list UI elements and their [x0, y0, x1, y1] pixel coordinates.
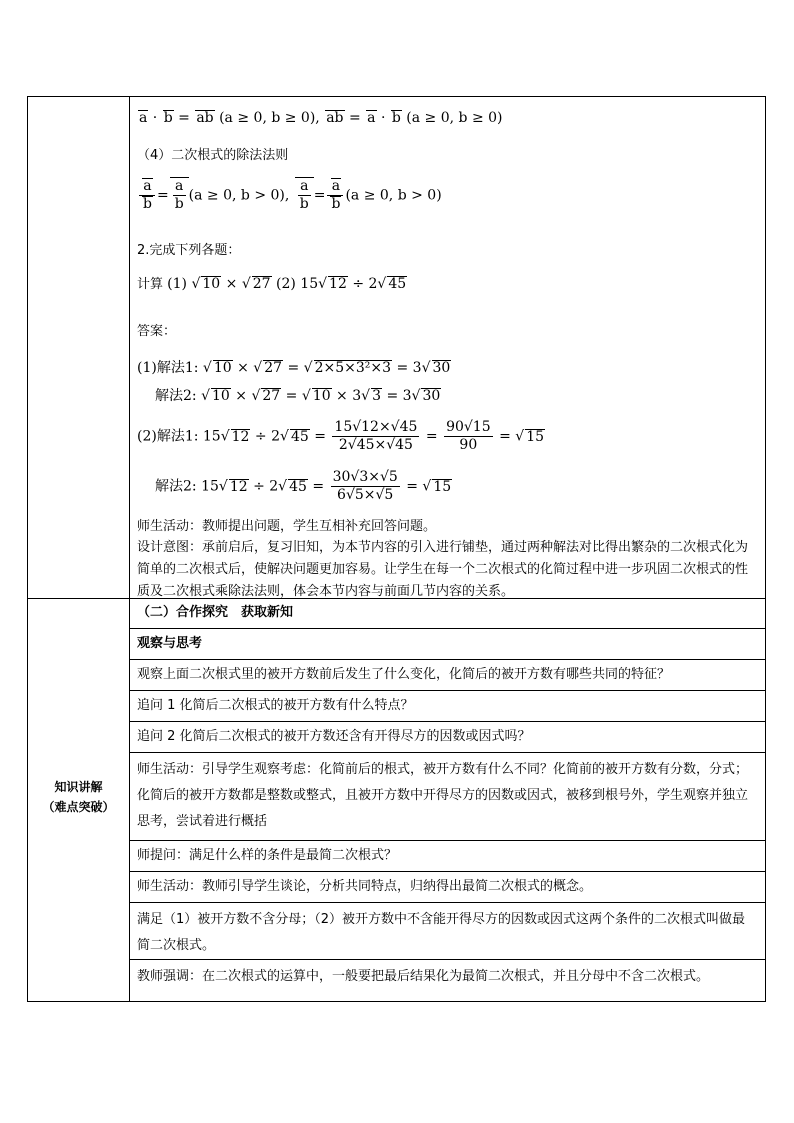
solution-1: (1)解法1: √ 10 × √ 27 = √ 2×5×3²×3 = 3√ 30	[137, 360, 451, 376]
question-1: 观察上面二次根式里的被开方数前后发生了什么变化，化简后的被开方数有哪些共同的特征？	[137, 667, 671, 682]
activity-2: 师生活动：教师引导学生谈论，分析共同特点，归纳得出最简二次根式的概念。	[137, 879, 593, 894]
question-3: 追问 2 化简后二次根式的被开方数还含有开得尽方的因数或因式吗？	[137, 729, 531, 744]
answer-label: 答案：	[137, 324, 177, 339]
teacher-question: 师提问：满足什么样的条件是最简二次根式？	[137, 848, 398, 863]
division-rule-heading: （4）二次根式的除法法则	[137, 148, 289, 163]
column-divider	[129, 97, 130, 1001]
calc-prompt: 计算	[137, 277, 164, 292]
product-rule-line: a · b = ab (a ≥ 0, b ≥ 0), ab = a · b (a ≥ 0, b ≥ 0)	[139, 110, 503, 126]
solution-2: 解法2: √ 10 × √ 27 = √ 10 × 3√ 3 = 3√ 30	[155, 388, 441, 404]
activity-text: 师生活动：教师提出问题，学生互相补充回答问题。	[137, 519, 437, 534]
question-2: 追问 1 化简后二次根式的被开方数有什么特点？	[137, 698, 414, 713]
task-heading: 2.完成下列各题：	[137, 243, 241, 258]
lesson-table	[27, 96, 766, 1002]
solution-3: (2)解法1: 15√ 12 ÷ 2√ 45 = $\frac{15√12\times√45}{2√45\times√45}$ = $\frac{90√15}{90}$ = √ 15	[137, 419, 545, 453]
section-title: （二）合作探究 获取新知	[137, 605, 294, 620]
calc-line: 计算 (1) √ 10 × √ 27 (2) 15√ 12 ÷ 2√ 45	[137, 276, 407, 292]
section-label: 知识讲解 （难点突破）	[42, 780, 115, 814]
division-rule-line: $\frac{a}{b}$ = $\frac{a}{b}$ (a ≥ 0, b > 0), $\frac{a}{b}$ = $\frac{a}{b}$ (a ≥ 0, b > 0)	[137, 177, 442, 213]
definition: 满足（1）被开方数不含分母；（2）被开方数中不含能开得尽方的因数或因式这两个条件的二次根式叫做最简二次根式。	[137, 912, 746, 953]
solution-4: 解法2: 15√ 12 ÷ 2√ 45 = $\frac{30√3\times√5}{6√5\times√5}$ = √ 15	[155, 469, 452, 503]
emphasis: 教师强调：在二次根式的运算中，一般要把最后结果化为最简二次根式，并且分母中不含二次根式。	[137, 969, 710, 984]
activity-1: 师生活动：引导学生观察考虑：化简前后的根式，被开方数有什么不同？化简前的被开方数有分数，分式；化简后的被开方数都是整数或整式，且被开方数中开得尽方的因数或因式，被移到根号外，学生观察并独立思考，尝试着进行概括	[137, 762, 749, 829]
design-intent: 设计意图：承前启后，复习旧知，为本节内容的引入进行铺垫，通过两种解法对比得出繁杂的二次根式化为简单的二次根式后，使解决问题更加容易。让学生在每一个二次根式的化简过程中进一步巩固二次根式的性质及二次根式乘除法法则，体会本节内容与前面几节内容的关系。	[137, 540, 749, 599]
subtitle: 观察与思考	[137, 636, 203, 651]
